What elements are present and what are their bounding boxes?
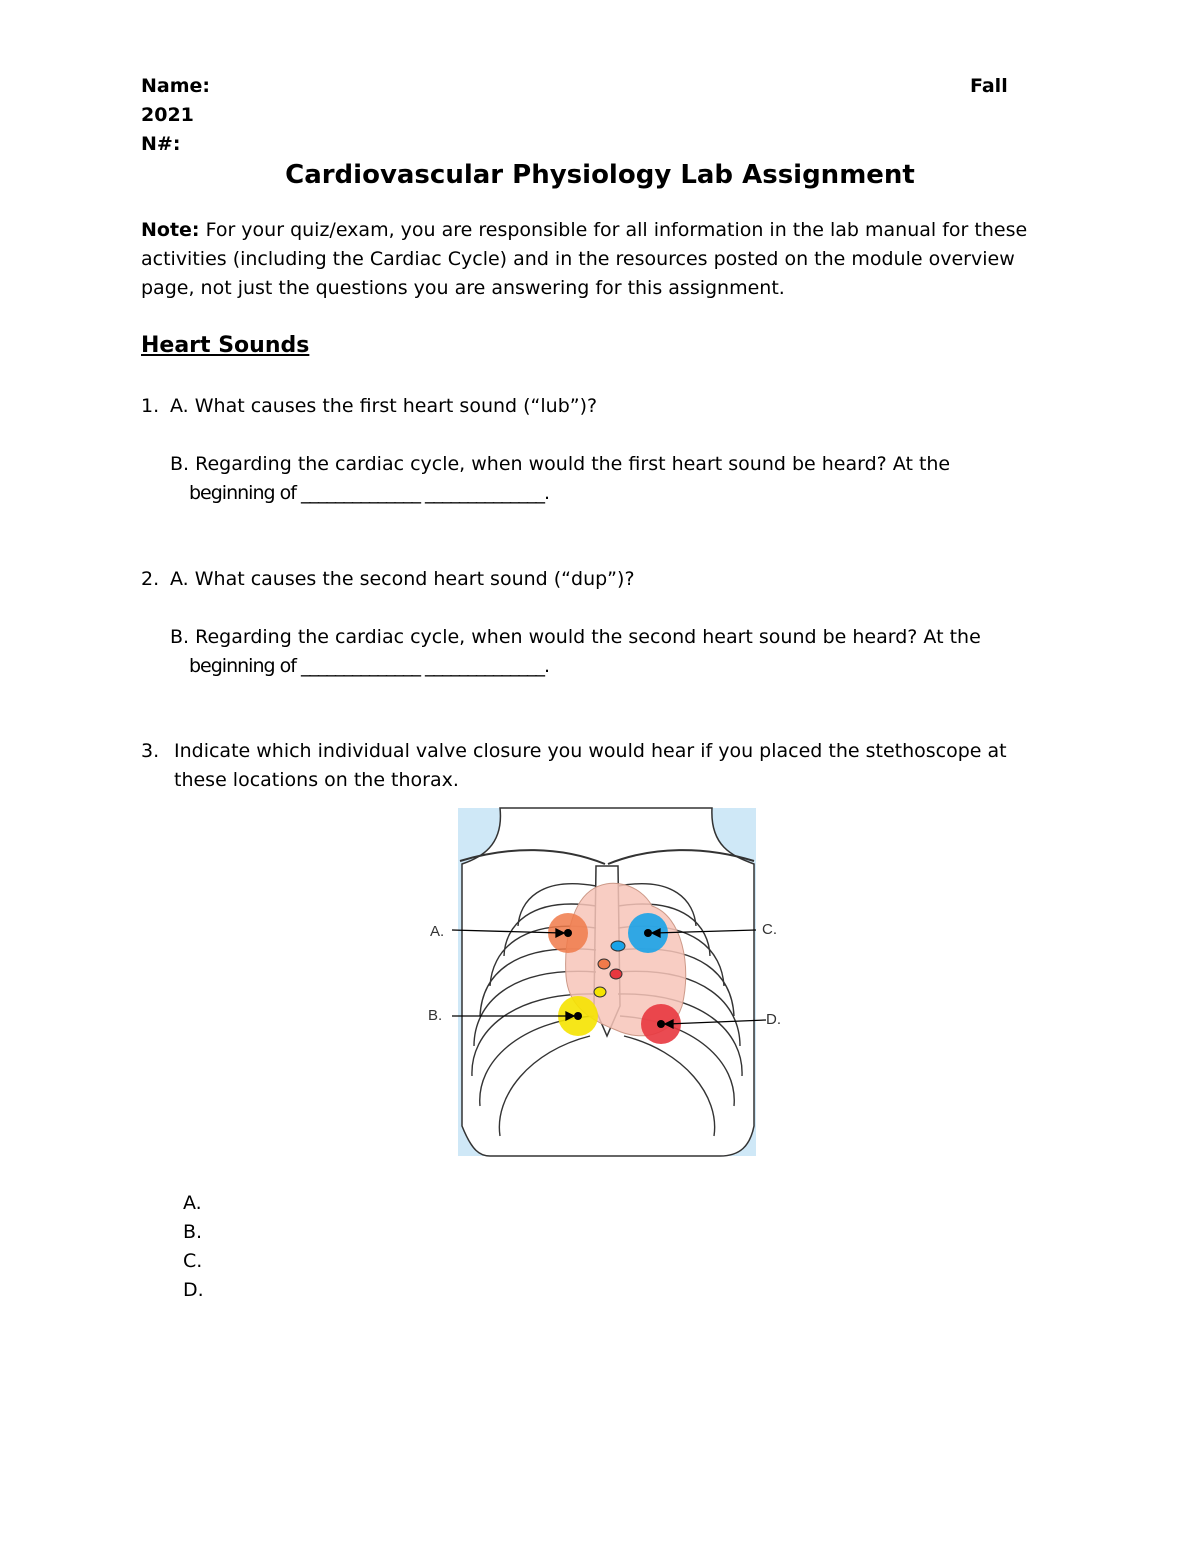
q3-line2: these locations on the thorax. [174,769,459,791]
q3-number: 3. [141,740,160,762]
q2-number: 2. [141,568,160,590]
valve-mark-yellow [594,987,606,997]
valve-mark-blue [611,941,625,951]
year-label: 2021 [141,104,194,126]
q3-line1: Indicate which individual valve closure you would hear if you placed the stethoscope at [174,740,1007,762]
valve-mark-red [610,969,622,979]
note-text: For your quiz/exam, you are responsible for all information in the lab manual for these activities (including the Cardiac Cycle) and in the resources posted on the module overview page, not just the questions you are answering for this assignment. [141,219,1028,299]
thorax-illustration [420,806,790,1158]
q1-part-b-line2: beginning of ______________ ______________. [189,482,550,504]
label-d: D. [766,1011,781,1028]
answer-b: B. [183,1221,203,1243]
valve-mark-orange [598,959,610,969]
q2-part-a: A. What causes the second heart sound (“dup”)? [170,568,635,590]
answer-d: D. [183,1279,204,1301]
label-a: A. [430,923,445,940]
page-title: Cardiovascular Physiology Lab Assignment [285,160,915,190]
q2-part-b-line2: beginning of ______________ ______________. [189,655,550,677]
term-label: Fall [970,75,1008,97]
section-heading: Heart Sounds [141,333,310,358]
answer-a: A. [183,1192,202,1214]
q1-part-b-line1: B. Regarding the cardiac cycle, when would the first heart sound be heard? At the [170,453,951,475]
q1-part-a: A. What causes the first heart sound (“lub”)? [170,395,598,417]
label-c: C. [762,921,777,938]
name-label: Name: [141,75,211,97]
note-label: Note: [141,219,200,241]
answer-c: C. [183,1250,203,1272]
note-paragraph [141,216,1041,303]
q2-part-b-line1: B. Regarding the cardiac cycle, when would the second heart sound be heard? At the [170,626,981,648]
q1-number: 1. [141,395,160,417]
thorax-diagram [420,806,790,1158]
n-number-label: N#: [141,133,181,155]
label-b: B. [428,1007,443,1024]
